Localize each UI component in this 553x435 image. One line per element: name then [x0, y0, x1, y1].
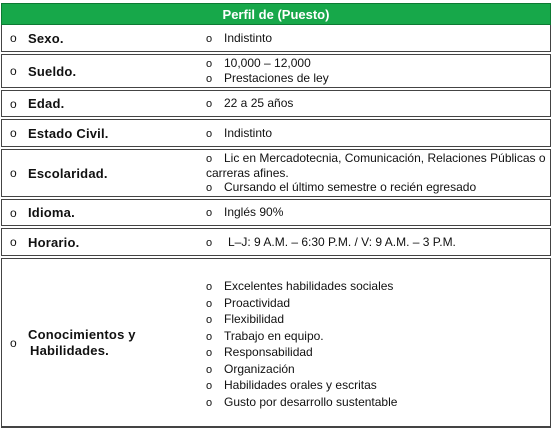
row-label: Sueldo. — [28, 63, 77, 79]
bullet: o — [10, 31, 17, 45]
row-value-cell — [202, 55, 550, 87]
list-item: o Organización — [206, 361, 295, 376]
list-item: o Gusto por desarrollo sustentable — [206, 394, 398, 409]
bullet: o — [10, 235, 17, 249]
row-sexo — [1, 25, 551, 52]
list-item: o Inglés 90% — [206, 205, 284, 219]
row-value-cell — [202, 120, 550, 146]
row-value-cell — [202, 150, 550, 196]
list-item: o Prestaciones de ley — [206, 71, 329, 85]
list-item: o Trabajo en equipo. — [206, 328, 324, 343]
bullet: o — [10, 205, 17, 220]
row-label: Idioma. — [28, 205, 75, 220]
list-item: o L–J: 9 A.M. – 6:30 P.M. / V: 9 A.M. – 3 P.M. — [206, 234, 456, 249]
row-label-cell — [2, 120, 202, 146]
bullet: o — [10, 96, 17, 111]
row-label-cell — [2, 25, 202, 51]
list-item: o Cursando el último semestre o recién egresado — [206, 180, 477, 194]
row-idioma — [1, 199, 551, 226]
list-item: o 22 a 25 años — [206, 96, 294, 110]
row-label-cell — [2, 229, 202, 255]
row-value-cell — [202, 25, 550, 51]
table-header — [1, 3, 551, 25]
list-item: o Flexibilidad — [206, 312, 285, 326]
row-value-cell — [202, 91, 550, 116]
list-item: o Habilidades orales y escritas — [206, 378, 377, 392]
list-item: o Indistinto — [206, 125, 273, 140]
table-title: Perfil de (Puesto) — [222, 6, 330, 22]
list-item: o Proactividad — [206, 295, 291, 310]
row-edad — [1, 90, 551, 117]
row-label: Sexo. — [28, 30, 64, 46]
row-label-cell — [2, 259, 202, 426]
bullet: o — [10, 126, 17, 140]
row-label-cell — [2, 55, 202, 87]
row-label-cell — [2, 200, 202, 225]
row-value-cell — [202, 229, 550, 255]
row-label: Conocimientos y Habilidades. — [28, 326, 136, 358]
list-item: o 10,000 – 12,000 — [206, 56, 311, 70]
row-label: Escolaridad. — [28, 165, 108, 181]
row-label: Edad. — [28, 96, 65, 111]
row-escolaridad — [1, 149, 551, 197]
list-item: o Excelentes habilidades sociales — [206, 279, 394, 293]
row-value-cell — [202, 200, 550, 225]
list-item: o Indistinto — [206, 30, 273, 45]
row-sueldo — [1, 54, 551, 88]
list-item: o Responsabilidad — [206, 345, 313, 359]
list-item: o Lic en Mercadotecnia, Comunicación, Relaciones Públicas o carreras afines. — [206, 151, 546, 180]
row-label: Estado Civil. — [28, 125, 109, 141]
row-value-cell — [202, 259, 550, 426]
row-label: Horario. — [28, 234, 80, 250]
row-label-cell — [2, 150, 202, 196]
row-label-cell — [2, 91, 202, 116]
row-conocimientos — [1, 258, 551, 428]
bullet: o — [10, 166, 17, 180]
row-estado-civil — [1, 119, 551, 147]
bullet: o — [10, 64, 17, 78]
bullet: o — [10, 335, 17, 350]
row-horario — [1, 228, 551, 256]
profile-table — [1, 3, 551, 428]
